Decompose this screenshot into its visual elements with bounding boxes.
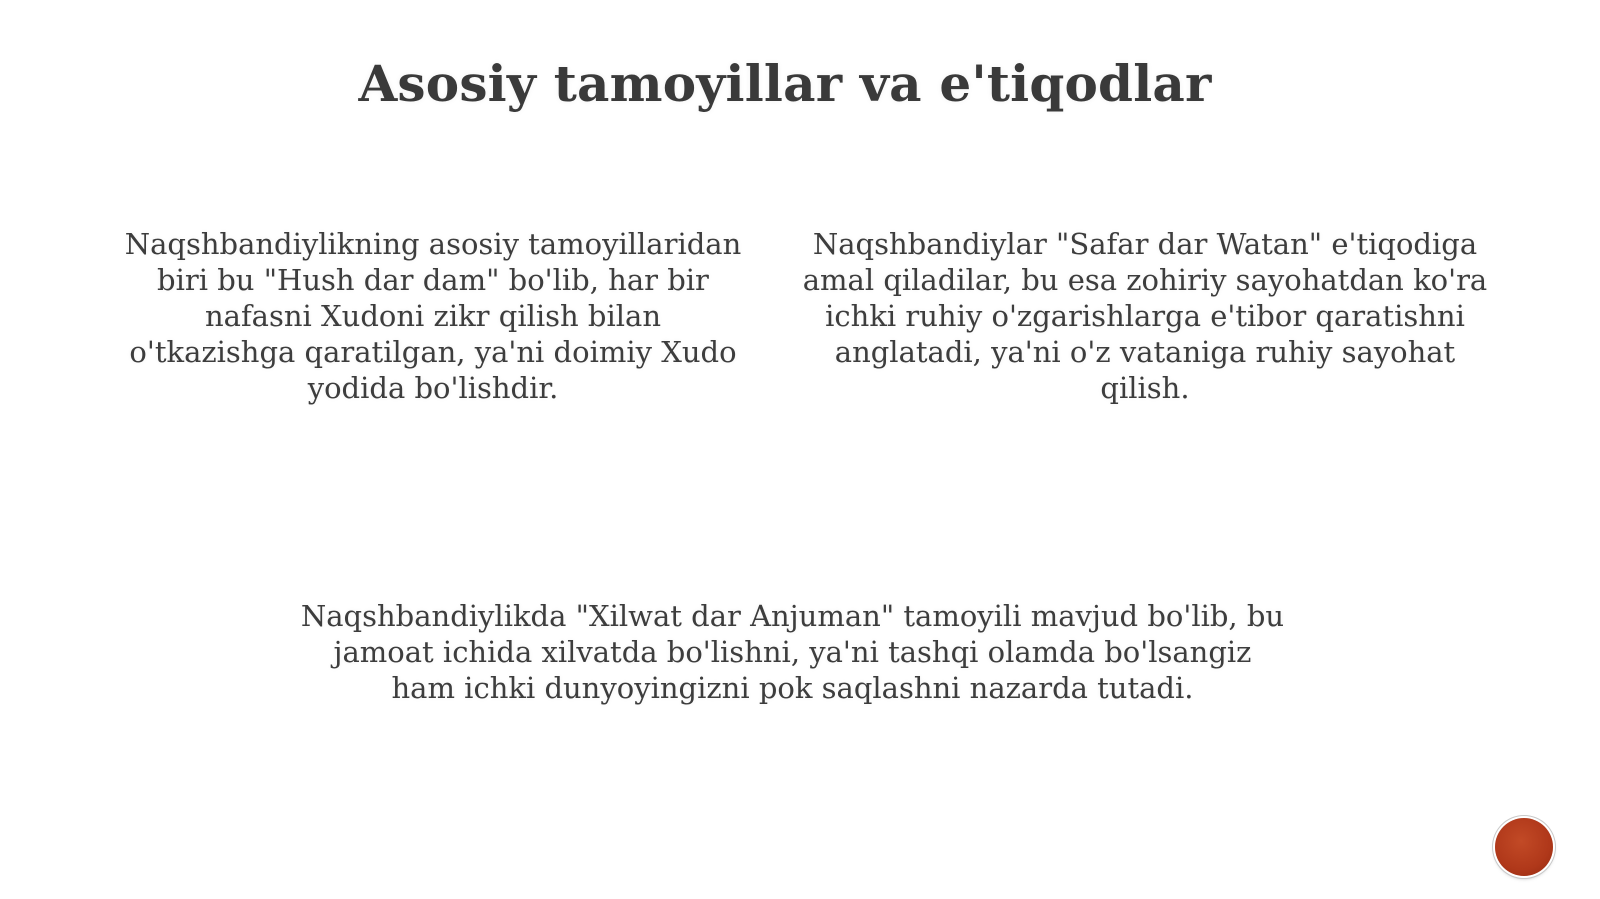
paragraph-safar-dar-watan: Naqshbandiylar "Safar dar Watan" e'tiqodiga amal qiladilar, bu esa zohiriy sayohatdan ko'ra ichki ruhiy o'zgarishlarga e'tibor qaratishni anglatadi, ya'ni o'z vataniga ruhiy sayohat qilish.	[802, 227, 1488, 405]
slide-nav-button[interactable]	[1495, 818, 1553, 876]
paragraph-hush-dar-dam: Naqshbandiylikning asosiy tamoyillaridan biri bu "Hush dar dam" bo'lib, har bir nafasni Xudoni zikr qilish bilan o'tkazishga qaratilgan, ya'ni doimiy Xudo yodida bo'lishdir.	[124, 227, 742, 405]
paragraph-xilwat-dar-anjuman: Naqshbandiylikda "Xilwat dar Anjuman" tamoyili mavjud bo'lib, bu jamoat ichida xilvatda bo'lishni, ya'ni tashqi olamda bo'lsangiz ham ichki dunyoyingizni pok saqlashni nazarda tutadi.	[300, 599, 1285, 705]
slide-title: Asosiy tamoyillar va e'tiqodlar	[358, 54, 1212, 113]
